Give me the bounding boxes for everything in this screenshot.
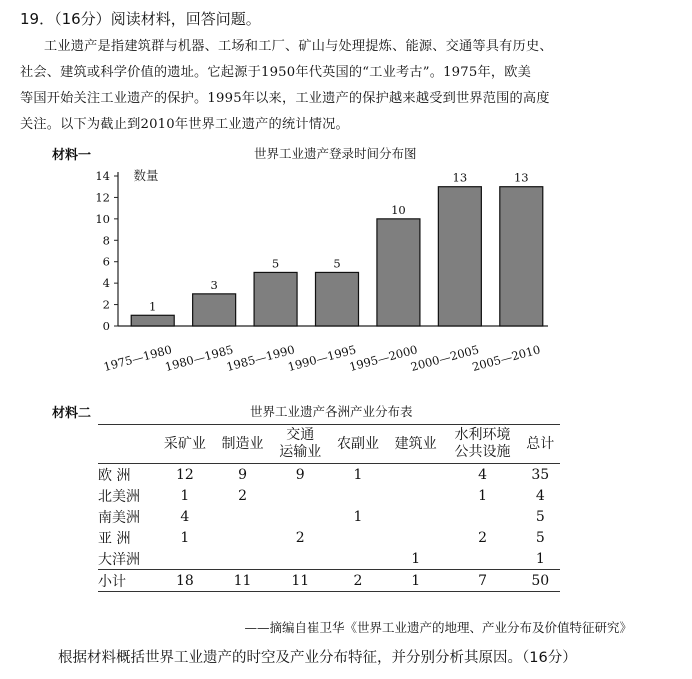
table-cell: 1 (180, 529, 190, 546)
table-header-line: 农副业 (336, 435, 379, 452)
y-axis-label: 数量 (133, 168, 159, 183)
task-question: 根据材料概括世界工业遗产的时空及产业分布特征，并分别分析其原因。（16分） (58, 650, 577, 666)
bar (377, 219, 420, 326)
table-cell: 5 (535, 529, 545, 546)
table-cell: 50 (521, 570, 560, 592)
table-cell (445, 548, 521, 570)
region-cell: 小计 (98, 570, 156, 592)
table-cell: 35 (531, 466, 550, 483)
y-tick-label: 0 (102, 319, 110, 333)
table-cell (329, 548, 387, 570)
question-prompt: 阅读材料，回答问题。 (110, 10, 261, 28)
table-cell (271, 485, 329, 506)
region-cell: 大洋洲 (98, 551, 140, 568)
x-tick-label: 1980—1985 (163, 342, 235, 374)
table-header-line: 公共设施 (454, 444, 511, 460)
table-cell (214, 506, 272, 527)
bar-value-label: 10 (391, 202, 406, 217)
bar (193, 294, 236, 326)
table-cell (214, 527, 272, 548)
x-tick-label: 2000—2005 (409, 342, 481, 374)
table-cell: 18 (156, 570, 214, 592)
table-body (98, 464, 560, 592)
table-cell: 1 (535, 550, 545, 567)
table-cell: 2 (329, 570, 387, 592)
region-cell: 北美洲 (98, 488, 140, 505)
table-cell (271, 548, 329, 570)
table-cell: 1 (411, 550, 421, 567)
table-header-line: 水利环境 (454, 427, 511, 443)
table-header-cell (271, 425, 329, 464)
table-total-row (98, 570, 560, 592)
table-cell: 11 (214, 570, 272, 592)
passage-line: 关注。以下为截止到2010年世界工业遗产的统计情况。 (20, 117, 349, 132)
x-tick-label: 2005—2010 (470, 342, 542, 374)
chart-title: 世界工业遗产登录时间分布图 (254, 146, 417, 161)
bar (438, 187, 481, 326)
table-header-cell (521, 425, 560, 464)
table-cell (214, 548, 272, 570)
y-tick-label: 14 (95, 169, 110, 183)
table-cell: 7 (445, 570, 521, 592)
bar-value-label: 13 (513, 170, 529, 185)
table-cell (445, 506, 521, 527)
y-tick-label: 2 (102, 297, 110, 312)
table-cell: 1 (387, 570, 445, 592)
table-row (98, 527, 560, 548)
table-cell: 4 (478, 466, 487, 483)
material2-label: 材料二 (52, 406, 92, 421)
table-row (98, 548, 560, 570)
table-cell: 9 (238, 466, 248, 483)
y-tick-label: 4 (102, 276, 110, 291)
bar (254, 272, 297, 326)
table-cell: 9 (295, 466, 305, 483)
table-header-cell (329, 425, 387, 464)
bar-chart (60, 158, 580, 388)
table-header-line: 制造业 (221, 435, 264, 452)
bar (316, 272, 359, 326)
y-tick-label: 10 (95, 211, 110, 226)
bar-value-label: 3 (210, 277, 218, 292)
table-cell (329, 485, 387, 506)
bar-value-label: 5 (271, 256, 280, 271)
header-region (98, 425, 156, 464)
table-cell: 2 (238, 487, 248, 504)
passage-line: 社会、建筑或科学价值的遗址。它起源于1950年代英国的“工业考古”。1975年，欧美 (20, 65, 532, 80)
table-cell: 12 (175, 466, 194, 483)
region-cell: 欧 洲 (98, 467, 131, 484)
bar (131, 315, 174, 326)
table-header-line: 总计 (526, 435, 555, 452)
table-cell (387, 485, 445, 506)
table-row (98, 485, 560, 506)
table-header-line: 运输业 (279, 444, 322, 460)
table-cell: 1 (478, 487, 487, 504)
x-tick-label: 1985—1990 (224, 342, 297, 374)
question-header (20, 8, 261, 29)
bar-value-label: 1 (149, 299, 157, 314)
table-cell: 1 (353, 508, 363, 525)
table-row (98, 506, 560, 527)
region-cell: 南美洲 (98, 509, 140, 526)
table-header-line: 建筑业 (394, 435, 437, 452)
table-cell: 2 (295, 529, 305, 546)
table-cell: 1 (180, 487, 190, 504)
source-citation: ——摘编自崔卫华《世界工业遗产的地理、产业分布及价值特征研究》 (244, 620, 632, 635)
table-header-row (98, 425, 560, 464)
bar-value-label: 13 (452, 170, 468, 185)
table-header-cell (156, 425, 214, 464)
y-tick-label: 12 (95, 190, 110, 205)
table-cell (387, 506, 445, 527)
table-cell (387, 464, 445, 486)
table-header-cell (387, 425, 445, 464)
table-title: 世界工业遗产各洲产业分布表 (250, 404, 413, 419)
bar (500, 187, 543, 326)
table-cell: 5 (535, 508, 545, 525)
industry-table (98, 424, 560, 592)
table-cell: 4 (535, 487, 545, 504)
table-cell: 11 (271, 570, 329, 592)
table-header-cell (214, 425, 272, 464)
table-cell: 1 (353, 466, 363, 483)
y-tick-label: 6 (102, 254, 110, 269)
x-tick-label: 1975—1980 (102, 342, 174, 374)
passage-line: 等国开始关注工业遗产的保护。1995年以来，工业遗产的保护越来越受到世界范围的高度 (20, 91, 550, 106)
table-row (98, 464, 560, 486)
table-cell (387, 527, 445, 548)
table-header-line: 采矿业 (163, 435, 206, 452)
table-header-cell (445, 425, 521, 464)
table-cell (329, 527, 387, 548)
region-cell: 亚 洲 (98, 530, 131, 547)
table-cell (271, 506, 329, 527)
passage-line: 工业遗产是指建筑群与机器、工场和工厂、矿山与处理提炼、能源、交通等具有历史、 (44, 39, 553, 54)
x-tick-label: 1990—1995 (286, 342, 358, 374)
bar-value-label: 5 (333, 256, 341, 271)
table-cell: 4 (180, 508, 190, 525)
question-number: 19． (20, 10, 55, 28)
table-cell (156, 548, 214, 570)
question-points: （16分） (54, 10, 111, 28)
table-cell: 2 (478, 529, 487, 546)
table-header-line: 交通 (286, 427, 315, 443)
passage (20, 34, 660, 138)
material1-label: 材料一 (52, 148, 92, 163)
y-tick-label: 8 (102, 233, 110, 248)
x-tick-label: 1995—2000 (347, 342, 420, 374)
